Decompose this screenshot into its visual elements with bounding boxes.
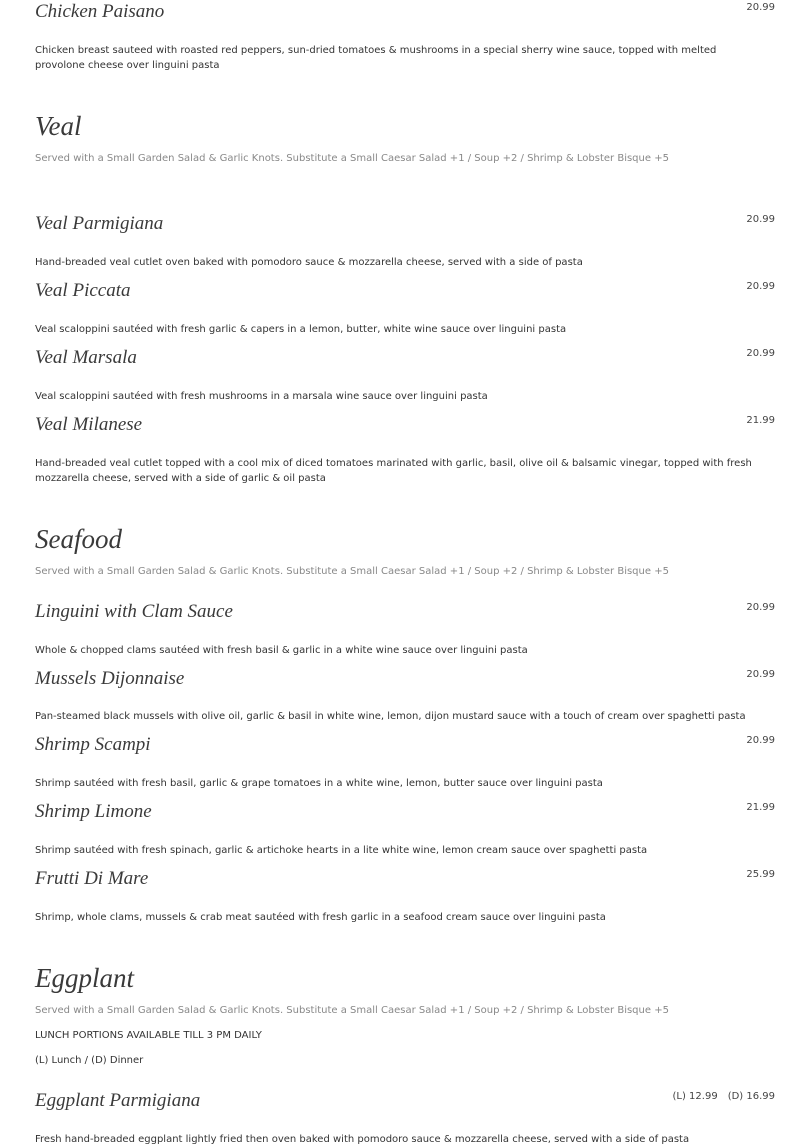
section-subtitle-veal: Served with a Small Garden Salad & Garlic Knots. Substitute a Small Caesar Salad +1 / Soup +2 / Shrimp & Lobster Bisque +5 bbox=[35, 153, 669, 164]
menu-item-description: Shrimp sautéed with fresh basil, garlic & grape tomatoes in a white wine, lemon, butter sauce over linguini pasta bbox=[35, 778, 603, 789]
menu-item-price: 20.99 bbox=[746, 735, 775, 746]
section-title-eggplant: Eggplant bbox=[35, 963, 134, 993]
menu-item-name: Veal Marsala bbox=[35, 347, 137, 368]
menu-item-description: Veal scaloppini sautéed with fresh mushrooms in a marsala wine sauce over linguini pasta bbox=[35, 391, 488, 402]
menu-item-description: Hand-breaded veal cutlet topped with a cool mix of diced tomatoes marinated with garlic, basil, olive oil & balsamic vinegar, topped with fresh mozzarella cheese, served with a side of garlic & oil pasta bbox=[35, 458, 752, 484]
menu-item-description: Pan-steamed black mussels with olive oil, garlic & basil in white wine, lemon, dijon mustard sauce with a touch of cream over spaghetti pasta bbox=[35, 711, 746, 722]
lunch-portions-note: LUNCH PORTIONS AVAILABLE TILL 3 PM DAILY bbox=[35, 1030, 262, 1041]
menu-item-price: 25.99 bbox=[746, 869, 775, 880]
menu-item-name: Shrimp Limone bbox=[35, 801, 152, 822]
section-subtitle-seafood: Served with a Small Garden Salad & Garlic Knots. Substitute a Small Caesar Salad +1 / Soup +2 / Shrimp & Lobster Bisque +5 bbox=[35, 566, 669, 577]
menu-item-description: Whole & chopped clams sautéed with fresh basil & garlic in a white wine sauce over linguini pasta bbox=[35, 645, 528, 656]
menu-item-price: 20.99 bbox=[746, 2, 775, 13]
menu-item-description: Shrimp sautéed with fresh spinach, garlic & artichoke hearts in a lite white wine, lemon cream sauce over spaghetti pasta bbox=[35, 845, 648, 856]
menu-item-name: Mussels Dijonnaise bbox=[35, 668, 185, 689]
menu-item-name: Veal Milanese bbox=[35, 414, 143, 435]
section-subtitle-eggplant: Served with a Small Garden Salad & Garlic Knots. Substitute a Small Caesar Salad +1 / Soup +2 / Shrimp & Lobster Bisque +5 bbox=[35, 1005, 669, 1016]
menu-item-description: Chicken breast sauteed with roasted red peppers, sun-dried tomatoes & mushrooms in a special sherry wine sauce, topped with melted provolone cheese over linguini pasta bbox=[35, 45, 717, 71]
menu-item-name: Veal Parmigiana bbox=[35, 213, 164, 234]
menu-item-price: 20.99 bbox=[746, 669, 775, 680]
menu-item-name: Chicken Paisano bbox=[35, 1, 165, 22]
menu-item-name: Frutti Di Mare bbox=[35, 868, 149, 889]
menu-item-name: Veal Piccata bbox=[35, 280, 131, 301]
menu-item-description: Shrimp, whole clams, mussels & crab meat sautéed with fresh garlic in a seafood cream sauce over linguini pasta bbox=[35, 912, 606, 923]
menu-item-price: 20.99 bbox=[746, 214, 775, 225]
menu-item-description: Hand-breaded veal cutlet oven baked with pomodoro sauce & mozzarella cheese, served with a side of pasta bbox=[35, 257, 583, 268]
menu-item-price: 20.99 bbox=[746, 348, 775, 359]
menu-item-price: 21.99 bbox=[746, 415, 775, 426]
menu-item-price-lunch: (L) 12.99 bbox=[672, 1091, 718, 1102]
menu-item-price-dinner: (D) 16.99 bbox=[727, 1091, 775, 1102]
menu-item-description: Fresh hand-breaded eggplant lightly fried then oven baked with pomodoro sauce & mozzarella cheese, served with a side of pasta bbox=[35, 1134, 690, 1145]
section-title-seafood: Seafood bbox=[35, 524, 122, 554]
menu-item-name: Shrimp Scampi bbox=[35, 734, 151, 755]
section-title-veal: Veal bbox=[35, 111, 82, 141]
menu-item-price: 21.99 bbox=[746, 802, 775, 813]
menu-item-price: 20.99 bbox=[746, 602, 775, 613]
lunch-dinner-legend: (L) Lunch / (D) Dinner bbox=[35, 1055, 144, 1066]
menu-item-description: Veal scaloppini sautéed with fresh garlic & capers in a lemon, butter, white wine sauce over linguini pasta bbox=[35, 324, 567, 335]
menu-item-name: Eggplant Parmigiana bbox=[35, 1090, 201, 1111]
menu-item-price: 20.99 bbox=[746, 281, 775, 292]
menu-item-price-group bbox=[673, 1091, 776, 1102]
menu-item-name: Linguini with Clam Sauce bbox=[35, 601, 233, 622]
